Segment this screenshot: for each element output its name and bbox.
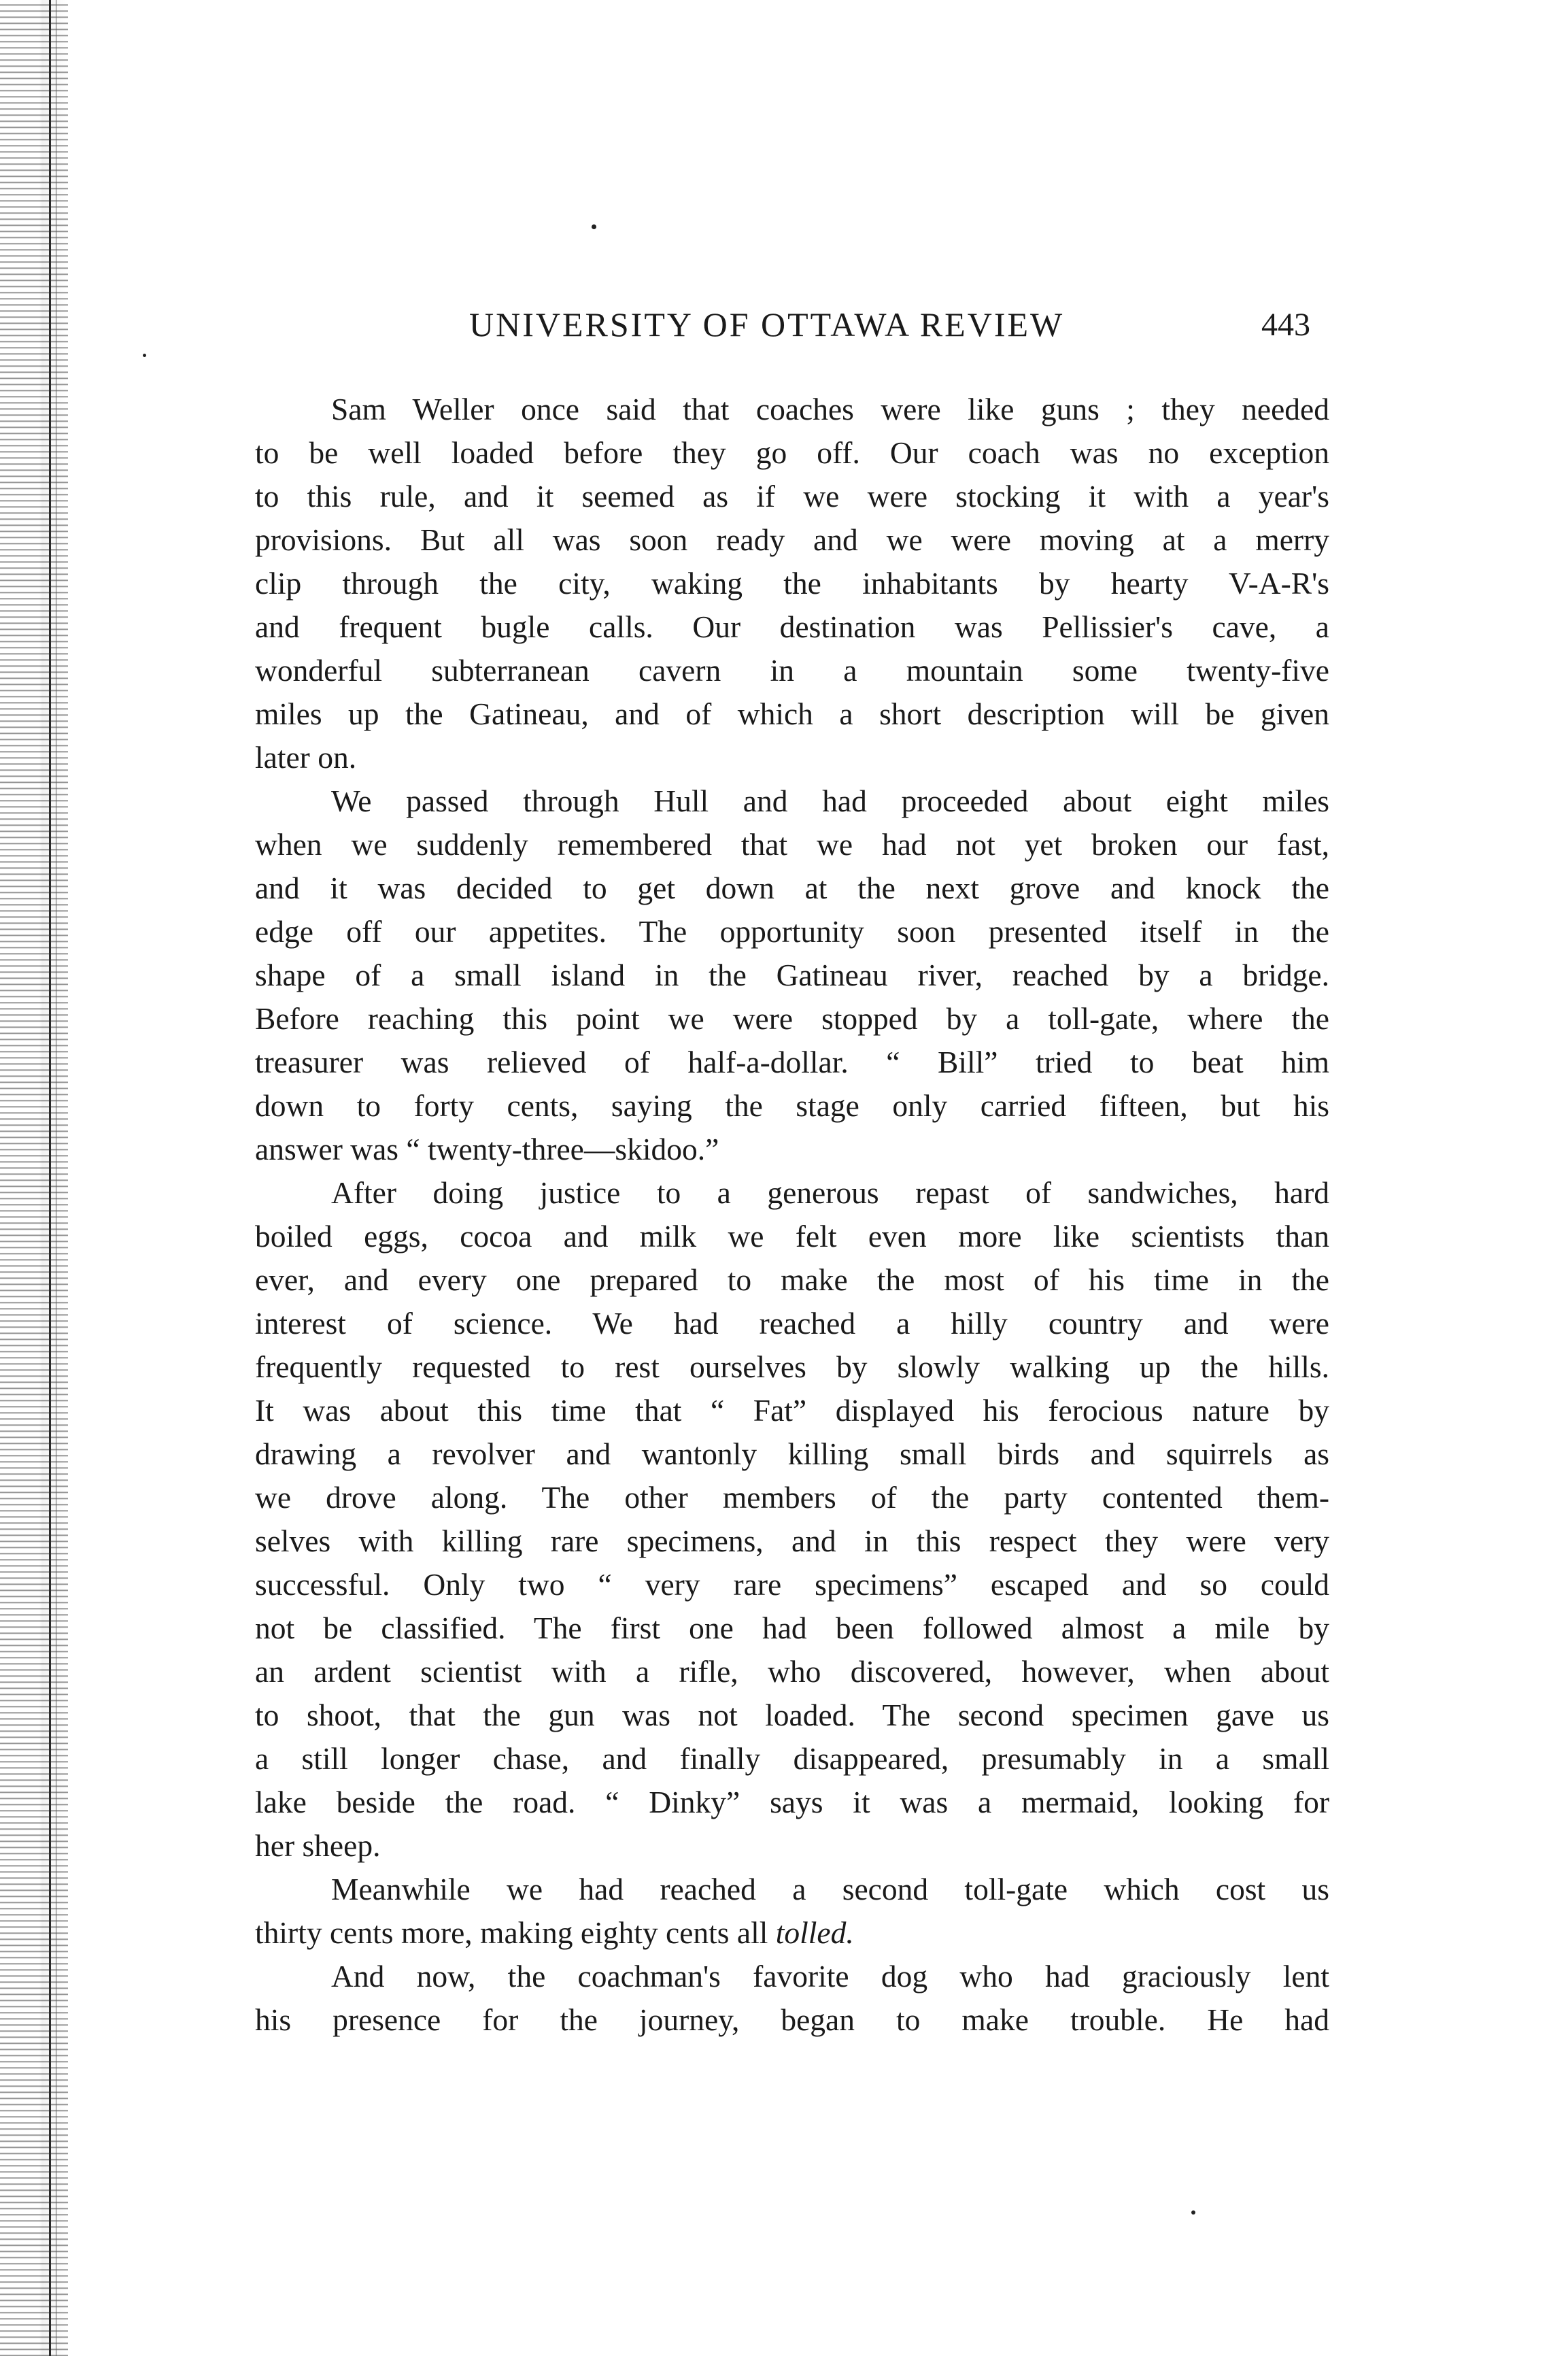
page-binding-edge — [0, 0, 68, 2356]
text-line: to this rule, and it seemed as if we were stocking it with a year's — [255, 479, 1329, 514]
text-line: treasurer was relieved of half-a-dollar. “ Bill” tried to beat him — [255, 1045, 1329, 1079]
text-line: to shoot, that the gun was not loaded. The second specimen gave us — [255, 1698, 1329, 1732]
text-line: shape of a small island in the Gatineau river, reached by a bridge. — [255, 958, 1329, 992]
paragraph — [255, 1868, 1329, 1955]
text-line: boiled eggs, cocoa and milk we felt even more like scientists than — [255, 1219, 1329, 1253]
text-line: We passed through Hull and had proceeded about eight miles — [331, 784, 1329, 818]
text-line: his presence for the journey, began to make trouble. He had — [255, 2002, 1329, 2037]
body-text — [255, 388, 1329, 2042]
text-line: successful. Only two “ very rare specimens” escaped and so could — [255, 1567, 1329, 1602]
text-line: her sheep. — [255, 1828, 381, 1863]
text-line: to be well loaded before they go off. Our coach was no exception — [255, 435, 1329, 470]
text-line: lake beside the road. “ Dinky” says it was a mermaid, looking for — [255, 1785, 1329, 1819]
text-line: Sam Weller once said that coaches were like guns ; they needed — [331, 392, 1329, 426]
italic-word: tolled. — [775, 1915, 854, 1950]
text-line: provisions. But all was soon ready and we were moving at a merry — [255, 522, 1329, 557]
text-line: answer was “ twenty-three—skidoo.” — [255, 1132, 719, 1166]
text-line: clip through the city, waking the inhabitants by hearty V-A-R's — [255, 566, 1329, 601]
text-line: selves with killing rare specimens, and in this respect they were very — [255, 1524, 1329, 1558]
text-line: later on. — [255, 740, 357, 775]
text-run: thirty cents more, making eighty cents all — [255, 1915, 776, 1950]
paragraph — [255, 388, 1329, 779]
text-line: down to forty cents, saying the stage only carried fifteen, but his — [255, 1088, 1329, 1123]
text-line-with-italic — [255, 1911, 1329, 1955]
page-number: 443 — [1261, 307, 1310, 343]
ink-speck — [143, 354, 146, 357]
text-line: drawing a revolver and wantonly killing small birds and squirrels as — [255, 1436, 1329, 1471]
text-line: edge off our appetites. The opportunity soon presented itself in the — [255, 914, 1329, 949]
text-line: interest of science. We had reached a hilly country and were — [255, 1306, 1329, 1341]
text-line: and it was decided to get down at the next grove and knock the — [255, 871, 1329, 905]
text-line: After doing justice to a generous repast of sandwiches, hard — [331, 1175, 1329, 1210]
text-line: Before reaching this point we were stopped by a toll-gate, where the — [255, 1001, 1329, 1036]
ink-speck — [592, 224, 596, 229]
paragraph — [255, 1955, 1329, 2042]
text-line: Meanwhile we had reached a second toll-gate which cost us — [331, 1872, 1329, 1906]
text-line: we drove along. The other members of the party contented them- — [255, 1480, 1329, 1515]
text-line: wonderful subterranean cavern in a mountain some twenty-five — [255, 653, 1329, 688]
text-line: a still longer chase, and finally disappeared, presumably in a small — [255, 1741, 1329, 1776]
text-line: not be classified. The first one had been followed almost a mile by — [255, 1611, 1329, 1645]
text-line: frequently requested to rest ourselves by slowly walking up the hills. — [255, 1349, 1329, 1384]
text-line: an ardent scientist with a rifle, who discovered, however, when about — [255, 1654, 1329, 1689]
text-line: when we suddenly remembered that we had not yet broken our fast, — [255, 827, 1329, 862]
text-line: miles up the Gatineau, and of which a short description will be given — [255, 696, 1329, 731]
text-line: and frequent bugle calls. Our destination was Pellissier's cave, a — [255, 609, 1329, 644]
text-line: And now, the coachman's favorite dog who had graciously lent — [331, 1959, 1329, 1993]
binding-line — [49, 0, 51, 2356]
text-line: ever, and every one prepared to make the most of his time in the — [255, 1262, 1329, 1297]
paragraph — [255, 779, 1329, 1171]
page-header — [469, 305, 1353, 366]
text-line: It was about this time that “ Fat” displayed his ferocious nature by — [255, 1393, 1329, 1428]
ink-speck — [1191, 2210, 1195, 2215]
paragraph — [255, 1171, 1329, 1868]
running-title: UNIVERSITY OF OTTAWA REVIEW — [469, 305, 1065, 343]
